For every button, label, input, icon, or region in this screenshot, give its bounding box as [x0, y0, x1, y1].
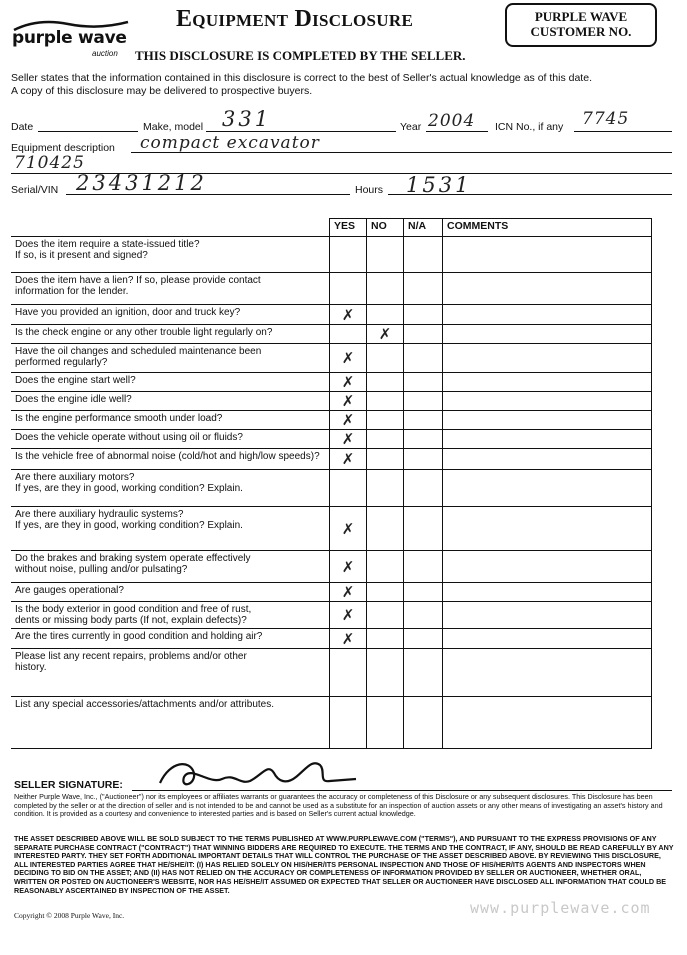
question-line-2: information for the lender.: [15, 286, 129, 297]
no-checkbox[interactable]: [367, 602, 404, 629]
comments-cell[interactable]: [443, 411, 652, 430]
question-line-1: Are the tires currently in good condition and holding air?: [15, 631, 263, 642]
question-text: [11, 411, 330, 430]
na-checkbox[interactable]: [404, 344, 443, 373]
question-text: [11, 697, 330, 749]
comments-cell[interactable]: [443, 602, 652, 629]
question-text: [11, 325, 330, 344]
question-text: [11, 273, 330, 305]
na-checkbox[interactable]: [404, 237, 443, 273]
table-row: [11, 373, 652, 392]
table-header-row: [11, 219, 652, 237]
question-line-1: Does the item require a state-issued title?: [15, 239, 200, 250]
comments-cell[interactable]: [443, 237, 652, 273]
icn-field[interactable]: [574, 131, 672, 132]
question-text: [11, 305, 330, 325]
disclaimer-text: Neither Purple Wave, Inc., ("Auctioneer") nor its employees or affiliates warrants or guarantees the accuracy or completeness of this Disclosure or any subsequent disclosures. This Disclosure has been completed by the seller or at the direction of seller and is not intended to be and cannot be used as a substitute for an inspection of auction assets or any other means of investigating an asset's history and condition. It is provided as a courtesy and convenience to interested parties and is based on Seller's current actual knowledge.: [14, 792, 663, 819]
no-checkbox[interactable]: [367, 507, 404, 551]
yes-checkbox[interactable]: ✗: [330, 305, 367, 325]
table-row: [11, 273, 652, 305]
question-line-1: Have you provided an ignition, door and truck key?: [15, 307, 241, 318]
question-text: [11, 507, 330, 551]
question-text: [11, 373, 330, 392]
yes-checkbox[interactable]: [330, 697, 367, 749]
question-line-1: Are there auxiliary hydraulic systems?: [15, 509, 184, 520]
serial-vin-label: Serial/VIN: [11, 184, 59, 196]
seller-signature-image: [150, 755, 370, 795]
table-row: [11, 583, 652, 602]
terms-text: THE ASSET DESCRIBED ABOVE WILL BE SOLD SUBJECT TO THE TERMS PUBLISHED AT WWW.PURPLEWAVE.COM ("TERMS"), AND PURSUANT TO THE EXPRESS PROVISIONS OF ANY SEPARATE PURCHASE CONTRACT ("CONTRACT") THAT WINNING BIDDERS ARE REQUIRED TO EXECUTE. THE TERMS AND THE CONTRACT, IF ANY, SHOULD BE READ CAREFULLY BY ANY INTERESTED PARTY. THEY SET FORTH ADDITIONAL IMPORTANT DETAILS THAT WILL CONTROL THE PURCHASE OF THE ASSET DESCRIBED ABOVE. BY REVIEWING THIS DISCLOSURE, ALL INTERESTED PARTIES AGREE THAT HE/SHE/IT: (I) HAS RELIED SOLELY ON HIS/HER/ITS PERSONAL INSPECTION AND THOSE OF HIS/HER/ITS AGENTS AND INSPECTORS WHEN DECIDING TO BID ON THE ASSET; AND (II) HAS NOT RELIED ON THE ACCURACY OR COMPLETENESS OF INFORMATION PROVIDED BY SELLER OR AUCTIONEER, WHETHER ORAL, WRITTEN OR POSTED ON AUCTIONEER'S WEBSITE, NOR HAS HE/SHE/IT ASSUMED OR EXPECTED THAT SELLER OR AUCTIONEER HAVE DISCLOSED ALL INFORMATION THAT COULD BE REASONABLY ASCERTAINED BY INSPECTION OF THE ASSET.: [14, 834, 674, 895]
question-text: [11, 649, 330, 697]
na-checkbox[interactable]: [404, 373, 443, 392]
yes-checkbox[interactable]: [330, 649, 367, 697]
comments-cell[interactable]: [443, 697, 652, 749]
question-line-1: Are gauges operational?: [15, 585, 124, 596]
question-line-1: Please list any recent repairs, problems and/or other: [15, 651, 247, 662]
question-line-2: dents or missing body parts (If not, explain defects)?: [15, 615, 247, 626]
seller-signature-label: SELLER SIGNATURE:: [14, 779, 123, 791]
comments-cell[interactable]: [443, 325, 652, 344]
na-checkbox[interactable]: [404, 430, 443, 449]
no-checkbox[interactable]: [367, 411, 404, 430]
intro-statement: [11, 72, 671, 98]
no-checkbox[interactable]: [367, 449, 404, 470]
na-checkbox[interactable]: [404, 470, 443, 507]
year-label: Year: [400, 121, 422, 133]
no-column-header: NO: [367, 219, 404, 237]
date-field[interactable]: [38, 131, 138, 132]
question-line-1: Is the vehicle free of abnormal noise (cold/hot and high/low speeds)?: [15, 451, 320, 462]
na-checkbox[interactable]: [404, 449, 443, 470]
yes-checkbox[interactable]: ✗: [330, 411, 367, 430]
year-value: 2004: [428, 111, 476, 131]
no-checkbox[interactable]: [367, 551, 404, 583]
make-model-label: Make, model: [143, 121, 204, 133]
no-checkbox[interactable]: [367, 583, 404, 602]
yes-checkbox[interactable]: ✗: [330, 551, 367, 583]
table-row: [11, 344, 652, 373]
question-line-2: performed regularly?: [15, 357, 108, 368]
table-row: [11, 305, 652, 325]
question-line-1: Are there auxiliary motors?: [15, 472, 135, 483]
yes-checkbox[interactable]: ✗: [330, 344, 367, 373]
yes-checkbox[interactable]: [330, 237, 367, 273]
question-line-2: If yes, are they in good, working condition? Explain.: [15, 483, 243, 494]
comments-cell[interactable]: [443, 392, 652, 411]
url-watermark: www.purplewave.com: [470, 899, 651, 917]
yes-checkbox[interactable]: [330, 325, 367, 344]
no-checkbox[interactable]: [367, 305, 404, 325]
yes-checkbox[interactable]: ✗: [330, 430, 367, 449]
question-line-1: Is the body exterior in good condition and free of rust,: [15, 604, 252, 615]
question-text: [11, 344, 330, 373]
question-line-1: Is the check engine or any other trouble light regularly on?: [15, 327, 273, 338]
yes-checkbox[interactable]: ✗: [330, 507, 367, 551]
question-line-1: Is the engine performance smooth under load?: [15, 413, 223, 424]
no-checkbox[interactable]: ✗: [367, 325, 404, 344]
disclosure-question-table: [11, 218, 652, 749]
yes-checkbox[interactable]: ✗: [330, 629, 367, 649]
intro-line2: A copy of this disclosure may be delivered to prospective buyers.: [11, 85, 313, 97]
intro-line1: Seller states that the information contained in this disclosure is correct to the best of Seller's actual knowledge as of this date.: [11, 72, 592, 84]
question-text: [11, 449, 330, 470]
comments-cell[interactable]: [443, 470, 652, 507]
table-row: [11, 449, 652, 470]
hours-label: Hours: [355, 184, 384, 196]
question-text: [11, 551, 330, 583]
yes-checkbox[interactable]: ✗: [330, 373, 367, 392]
table-row: [11, 602, 652, 629]
na-checkbox[interactable]: [404, 273, 443, 305]
table-row: [11, 649, 652, 697]
logo-wordmark: purple wave: [12, 28, 127, 48]
table-row: [11, 697, 652, 749]
comments-cell[interactable]: [443, 344, 652, 373]
na-checkbox[interactable]: [404, 305, 443, 325]
comments-column-header: COMMENTS: [443, 219, 652, 237]
na-checkbox[interactable]: [404, 325, 443, 344]
question-line-2: without noise, pulling and/or pulsating?: [15, 564, 188, 575]
icn-value: 7745: [582, 109, 630, 129]
yes-checkbox[interactable]: ✗: [330, 583, 367, 602]
question-line-1: Does the engine idle well?: [15, 394, 132, 405]
yes-checkbox[interactable]: [330, 470, 367, 507]
na-checkbox[interactable]: [404, 583, 443, 602]
comments-cell[interactable]: [443, 629, 652, 649]
comments-cell[interactable]: [443, 430, 652, 449]
table-row: [11, 392, 652, 411]
question-line-1: Does the item have a lien? If so, please provide contact: [15, 275, 261, 286]
customer-box-line2: CUSTOMER NO.: [530, 24, 632, 39]
table-row: [11, 237, 652, 273]
question-text: [11, 392, 330, 411]
comments-cell[interactable]: [443, 373, 652, 392]
yes-column-header: YES: [330, 219, 367, 237]
question-line-1: Do the brakes and braking system operate effectively: [15, 553, 251, 564]
no-checkbox[interactable]: [367, 629, 404, 649]
yes-checkbox[interactable]: ✗: [330, 449, 367, 470]
no-checkbox[interactable]: [367, 430, 404, 449]
year-field[interactable]: [426, 131, 488, 132]
table-row: [11, 325, 652, 344]
icn-label: ICN No., if any: [495, 121, 564, 133]
question-rows: [11, 237, 652, 749]
no-checkbox[interactable]: [367, 237, 404, 273]
customer-box-line1: PURPLE WAVE: [534, 9, 628, 24]
comments-cell[interactable]: [443, 583, 652, 602]
table-row: [11, 551, 652, 583]
no-checkbox[interactable]: [367, 392, 404, 411]
comments-cell[interactable]: [443, 449, 652, 470]
no-checkbox[interactable]: [367, 373, 404, 392]
customer-number-box[interactable]: [505, 3, 657, 47]
comments-cell[interactable]: [443, 305, 652, 325]
na-checkbox[interactable]: [404, 551, 443, 583]
question-line-1: Does the engine start well?: [15, 375, 136, 386]
purple-wave-logo: [8, 18, 138, 58]
no-checkbox[interactable]: [367, 649, 404, 697]
no-checkbox[interactable]: [367, 344, 404, 373]
na-column-header: N/A: [404, 219, 443, 237]
no-checkbox[interactable]: [367, 273, 404, 305]
hours-value: 1531: [406, 173, 472, 197]
question-text: [11, 602, 330, 629]
question-text: [11, 583, 330, 602]
page-subtitle: THIS DISCLOSURE IS COMPLETED BY THE SELLER.: [135, 48, 466, 63]
table-row: [11, 470, 652, 507]
question-text: [11, 237, 330, 273]
question-line-2: If yes, are they in good, working condition? Explain.: [15, 520, 243, 531]
na-checkbox[interactable]: [404, 411, 443, 430]
equipment-description-value-2: 710425: [14, 153, 85, 173]
question-line-2: If so, is it present and signed?: [15, 250, 148, 261]
table-row: [11, 411, 652, 430]
make-model-field[interactable]: [206, 131, 396, 132]
na-checkbox[interactable]: [404, 392, 443, 411]
question-text: [11, 470, 330, 507]
na-checkbox[interactable]: [404, 649, 443, 697]
no-checkbox[interactable]: [367, 697, 404, 749]
question-text: [11, 430, 330, 449]
table-row: [11, 430, 652, 449]
question-line-1: Does the vehicle operate without using oil or fluids?: [15, 432, 243, 443]
make-model-value: 331: [222, 107, 272, 131]
comments-cell[interactable]: [443, 507, 652, 551]
yes-checkbox[interactable]: [330, 273, 367, 305]
question-line-1: List any special accessories/attachments and/or attributes.: [15, 699, 275, 710]
yes-checkbox[interactable]: ✗: [330, 392, 367, 411]
question-line-2: history.: [15, 662, 47, 673]
yes-checkbox[interactable]: ✗: [330, 602, 367, 629]
equipment-description-value: compact excavator: [140, 133, 320, 153]
na-checkbox[interactable]: [404, 602, 443, 629]
serial-vin-value: 23431212: [76, 171, 207, 195]
comments-cell[interactable]: [443, 273, 652, 305]
na-checkbox[interactable]: [404, 697, 443, 749]
page-title: Equipment Disclosure: [176, 6, 414, 32]
logo-subtext: auction: [92, 49, 118, 58]
date-label: Date: [11, 121, 34, 133]
na-checkbox[interactable]: [404, 629, 443, 649]
table-row: [11, 629, 652, 649]
question-header: [11, 219, 330, 237]
question-line-1: Have the oil changes and scheduled maintenance been: [15, 346, 262, 357]
table-row: [11, 507, 652, 551]
question-text: [11, 629, 330, 649]
comments-cell[interactable]: [443, 649, 652, 697]
na-checkbox[interactable]: [404, 507, 443, 551]
copyright-text: Copyright © 2008 Purple Wave, Inc.: [14, 911, 125, 920]
no-checkbox[interactable]: [367, 470, 404, 507]
equipment-description-label: Equipment description: [11, 142, 115, 154]
comments-cell[interactable]: [443, 551, 652, 583]
